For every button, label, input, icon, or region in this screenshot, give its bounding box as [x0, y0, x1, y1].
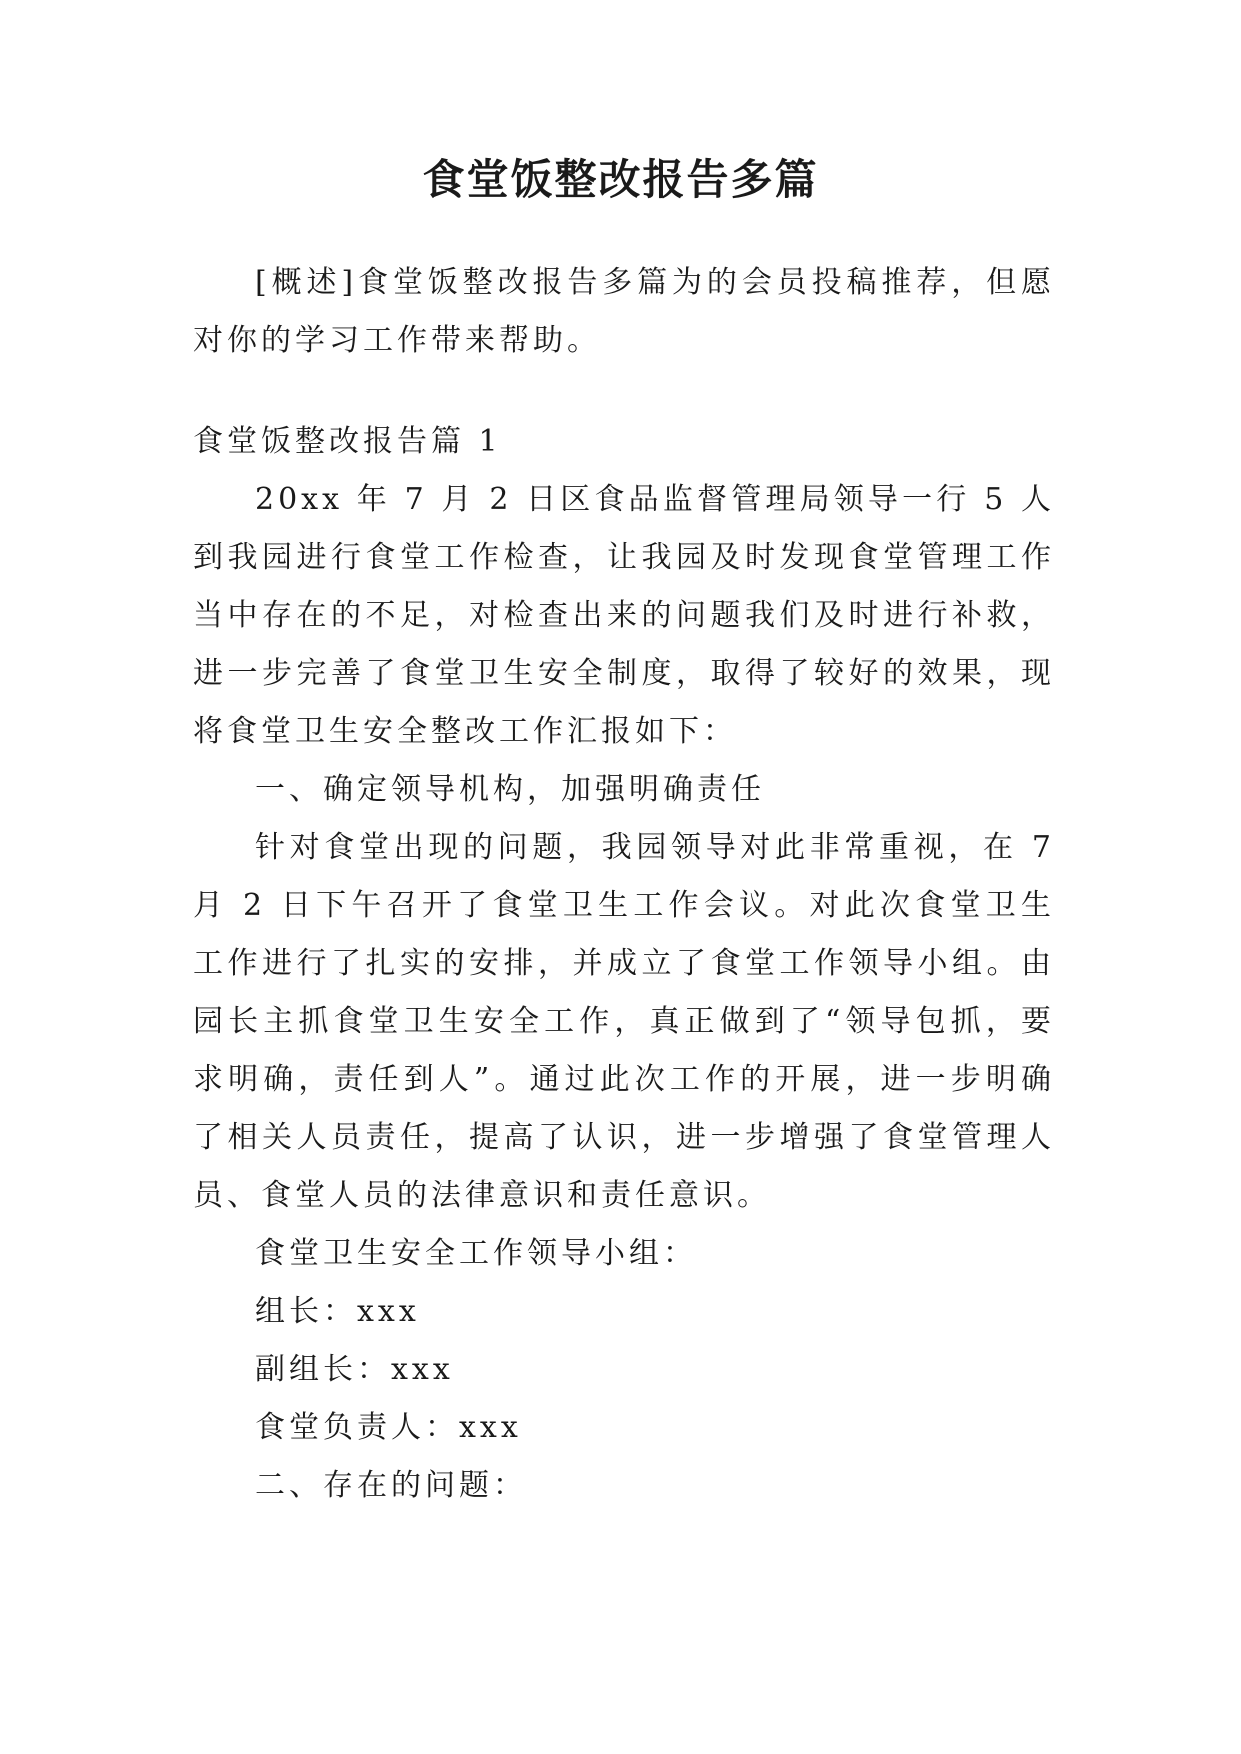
body-paragraph: 针对食堂出现的问题，我园领导对此非常重视，在 7 月 2 日下午召开了食堂卫生工作会议。对此次食堂卫生工作进行了扎实的安排，并成立了食堂工作领导小组。由园长主抓食堂卫生安全工作，真正做到了“领导包抓，要求明确，责任到人”。通过此次工作的开展，进一步明确了相关人员责任，提高了认识，进一步增强了食堂管理人员、食堂人员的法律意识和责任意识。	[193, 830, 1055, 1213]
subheading-one: 一、确定领导机构，加强明确责任	[255, 772, 765, 807]
deputy-leader-line: 副组长：xxx	[255, 1352, 454, 1387]
group-heading: 食堂卫生安全工作领导小组：	[255, 1236, 697, 1271]
group-leader-line: 组长：xxx	[255, 1294, 420, 1329]
document-title: 食堂饭整改报告多篇	[422, 155, 819, 204]
section-heading: 食堂饭整改报告篇 1	[193, 424, 502, 459]
summary-paragraph: [概述]食堂饭整改报告多篇为的会员投稿推荐，但愿对你的学习工作带来帮助。	[193, 265, 1055, 358]
subheading-two: 二、存在的问题：	[255, 1468, 527, 1503]
main-content	[193, 413, 1055, 1515]
summary-block	[193, 254, 1055, 370]
canteen-manager-line: 食堂负责人：xxx	[255, 1410, 522, 1445]
body-paragraph: 20xx 年 7 月 2 日区食品监督管理局领导一行 5 人到我园进行食堂工作检查，让我园及时发现食堂管理工作当中存在的不足，对检查出来的问题我们及时进行补救，进一步完善了食堂卫生安全制度，取得了较好的效果，现将食堂卫生安全整改工作汇报如下：	[193, 482, 1055, 749]
